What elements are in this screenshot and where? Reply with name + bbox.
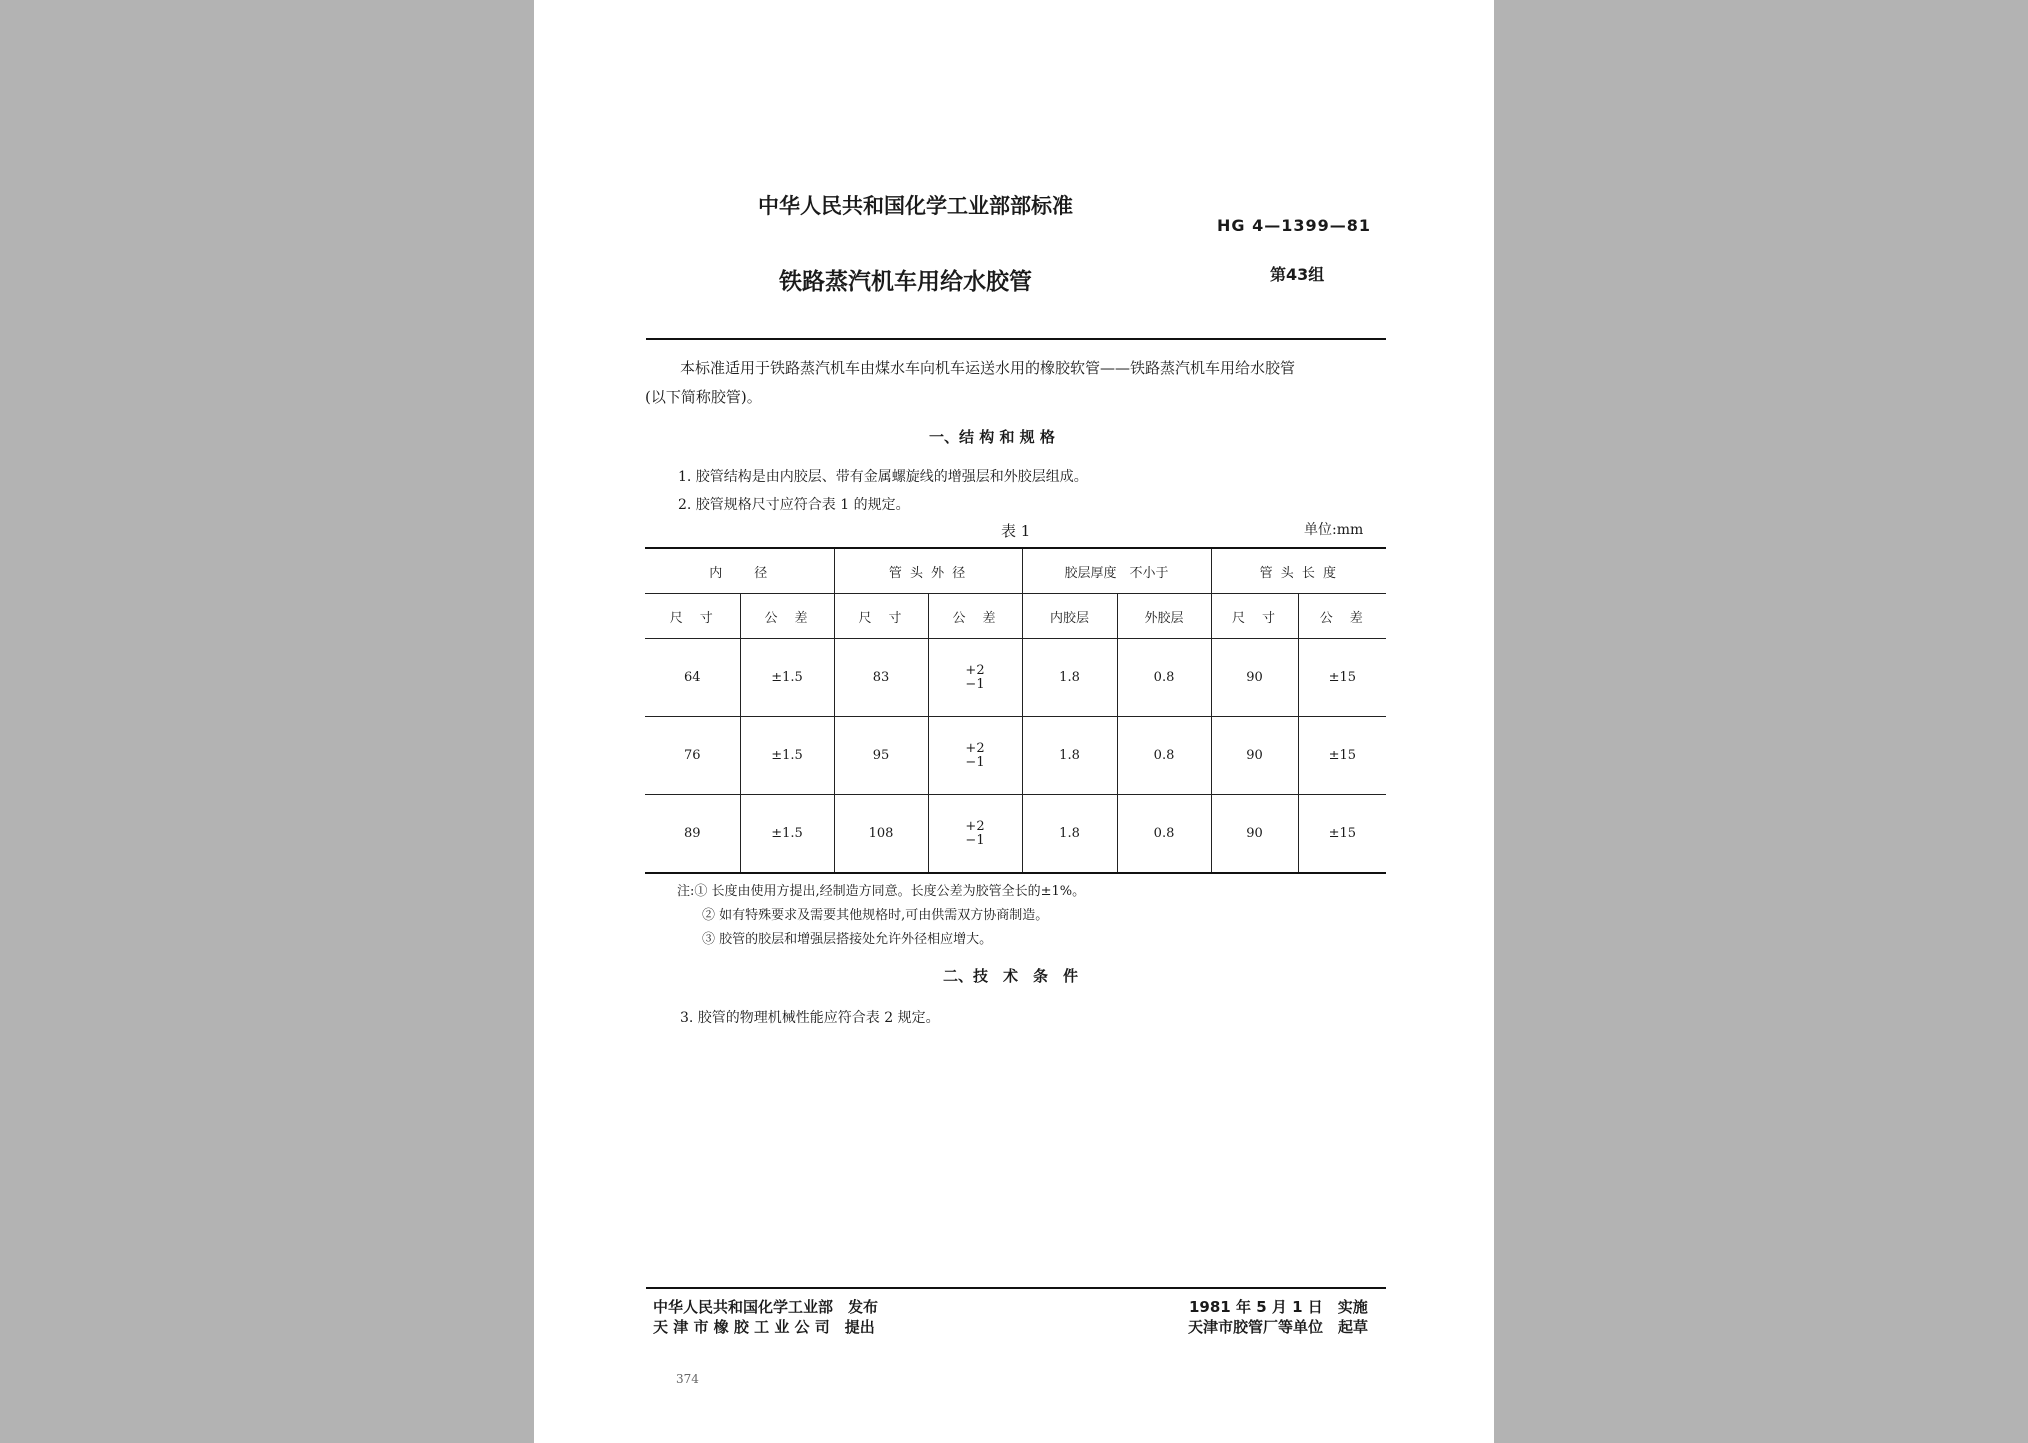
footer-rule [646, 1287, 1386, 1289]
clause-2: 2. 胶管规格尺寸应符合表 1 的规定。 [678, 497, 910, 513]
cell-inner-diameter-tolerance: ±1.5 [740, 717, 834, 795]
document-page [534, 0, 1494, 1443]
standard-code: HG 4—1399—81 [1217, 216, 1372, 235]
table-unit: 单位:mm [1304, 522, 1364, 538]
clause-3: 3. 胶管的物理机械性能应符合表 2 规定。 [680, 1010, 940, 1026]
page-number: 374 [676, 1372, 699, 1386]
cell-fitting-length-tolerance: ±15 [1298, 639, 1386, 717]
tolerance-plus: +2 [965, 740, 985, 756]
cell-fitting-length: 90 [1211, 639, 1298, 717]
cell-outer-layer: 0.8 [1117, 639, 1211, 717]
tolerance-minus: −1 [965, 832, 985, 848]
group-number: 第43组 [1270, 265, 1325, 284]
section-1-heading: 一、结 构 和 规 格 [929, 428, 1055, 446]
note-3: ③ 胶管的胶层和增强层搭接处允许外径相应增大。 [702, 932, 993, 947]
cell-fitting-length-tolerance: ±15 [1298, 795, 1386, 874]
cell-fitting-length-tolerance: ±15 [1298, 717, 1386, 795]
table-row [645, 795, 1386, 874]
cell-outer-diameter-tolerance [928, 639, 1022, 717]
cell-inner-layer: 1.8 [1022, 795, 1117, 874]
cell-inner-diameter-tolerance: ±1.5 [740, 639, 834, 717]
cell-outer-layer: 0.8 [1117, 795, 1211, 874]
subheader-size: 尺 寸 [645, 594, 740, 639]
tolerance-minus: −1 [965, 676, 985, 692]
header-layer-thickness: 胶层厚度 不小于 [1022, 548, 1211, 594]
org-standard-title: 中华人民共和国化学工业部部标准 [758, 194, 1073, 218]
table-group-header-row [645, 548, 1386, 594]
subheader-outer-layer: 外胶层 [1117, 594, 1211, 639]
spec-table [645, 547, 1386, 874]
cell-fitting-length: 90 [1211, 717, 1298, 795]
tolerance-plus: +2 [965, 662, 985, 678]
subheader-inner-layer: 内胶层 [1022, 594, 1117, 639]
subheader-size: 尺 寸 [834, 594, 928, 639]
document-title: 铁路蒸汽机车用给水胶管 [779, 269, 1032, 295]
subheader-tolerance: 公 差 [740, 594, 834, 639]
cell-inner-diameter: 89 [645, 795, 740, 874]
cell-inner-diameter-tolerance: ±1.5 [740, 795, 834, 874]
table-sub-header-row [645, 594, 1386, 639]
cell-outer-diameter: 95 [834, 717, 928, 795]
header-fitting-length: 管 头 长 度 [1211, 548, 1386, 594]
cell-inner-diameter: 76 [645, 717, 740, 795]
intro-line-1: 本标准适用于铁路蒸汽机车由煤水车向机车运送水用的橡胶软管——铁路蒸汽机车用给水胶管 [680, 359, 1296, 377]
cell-outer-diameter-tolerance [928, 717, 1022, 795]
note-1: 注:① 长度由使用方提出,经制造方同意。长度公差为胶管全长的±1%。 [677, 884, 1086, 899]
cell-inner-diameter: 64 [645, 639, 740, 717]
cell-inner-layer: 1.8 [1022, 639, 1117, 717]
table-caption: 表 1 [1001, 522, 1031, 540]
note-2: ② 如有特殊要求及需要其他规格时,可由供需双方协商制造。 [702, 908, 1049, 923]
header-fitting-outer-diameter: 管 头 外 径 [834, 548, 1022, 594]
cell-outer-layer: 0.8 [1117, 717, 1211, 795]
cell-outer-diameter: 83 [834, 639, 928, 717]
subheader-size: 尺 寸 [1211, 594, 1298, 639]
cell-outer-diameter: 108 [834, 795, 928, 874]
cell-outer-diameter-tolerance [928, 795, 1022, 874]
tolerance-minus: −1 [965, 754, 985, 770]
footer-effective-date: 1981 年 5 月 1 日 实施 [1189, 1298, 1368, 1316]
cell-fitting-length: 90 [1211, 795, 1298, 874]
intro-line-2: (以下简称胶管)。 [645, 388, 762, 406]
subheader-tolerance: 公 差 [1298, 594, 1386, 639]
table-row [645, 639, 1386, 717]
header-inner-diameter: 内 径 [645, 548, 834, 594]
table-row [645, 717, 1386, 795]
tolerance-plus: +2 [965, 818, 985, 834]
cell-inner-layer: 1.8 [1022, 717, 1117, 795]
footer-proposer: 天 津 市 橡 胶 工 业 公 司 提出 [653, 1318, 875, 1336]
clause-1: 1. 胶管结构是由内胶层、带有金属螺旋线的增强层和外胶层组成。 [678, 469, 1088, 485]
header-rule [646, 338, 1386, 340]
footer-drafter: 天津市胶管厂等单位 起草 [1188, 1318, 1369, 1336]
subheader-tolerance: 公 差 [928, 594, 1022, 639]
footer-publisher: 中华人民共和国化学工业部 发布 [653, 1298, 879, 1316]
section-2-heading: 二、技 术 条 件 [943, 967, 1079, 985]
